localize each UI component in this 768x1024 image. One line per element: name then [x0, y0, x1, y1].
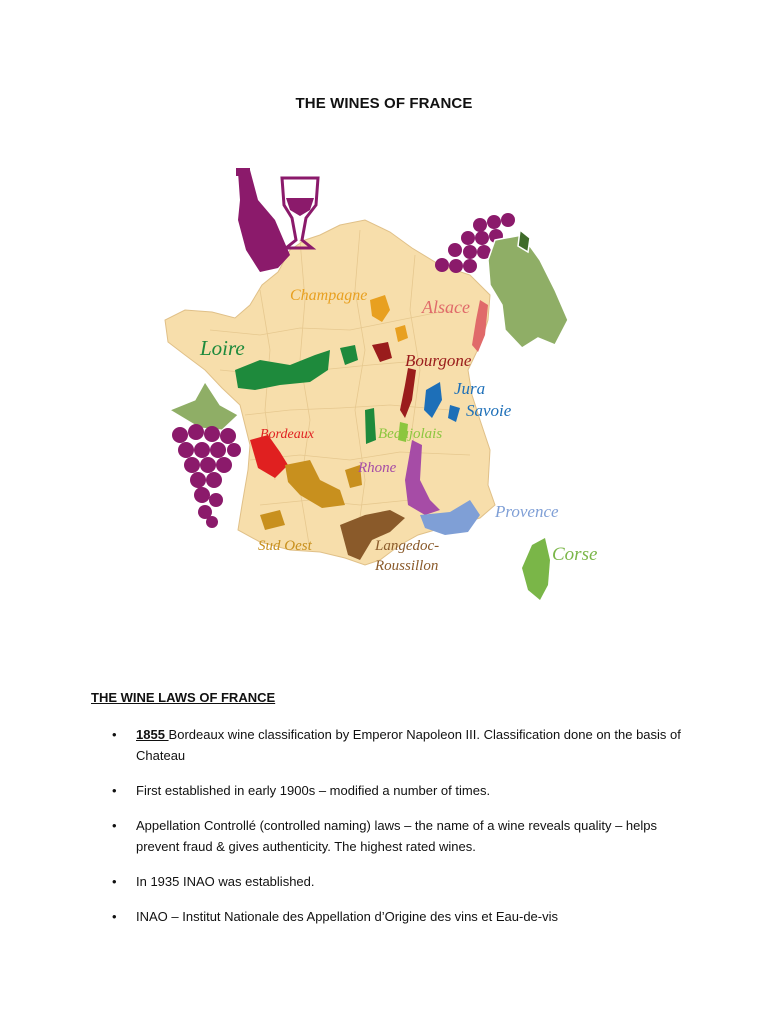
- label-beaujolais: Beaujolais: [378, 426, 443, 442]
- list-item: [91, 815, 681, 857]
- label-provence: Provence: [495, 502, 559, 521]
- law-text: INAO – Institut Nationale des Appellation d’Origine des vins et Eau-de-vis: [136, 909, 559, 924]
- vine-leaf-icon: [488, 230, 568, 348]
- law-text: Bordeaux wine classification by Emperor Napoleon III. Classification done on the basis of Chateau: [136, 727, 681, 763]
- label-jura: Jura: [454, 379, 486, 398]
- label-langedoc: Langedoc-: [375, 538, 440, 554]
- list-item: [91, 906, 681, 927]
- bullet-icon: •: [112, 909, 117, 924]
- label-loire: Loire: [200, 336, 245, 360]
- label-bourgone: Bourgone: [405, 351, 472, 370]
- law-year: 1855: [136, 727, 169, 742]
- wine-laws-list: [91, 724, 681, 941]
- page-title: THE WINES OF FRANCE: [295, 95, 473, 112]
- label-rhone: Rhone: [358, 460, 397, 476]
- label-roussillon: Roussillon: [375, 558, 439, 574]
- law-text: First established in early 1900s – modified a number of times.: [136, 783, 491, 798]
- label-bordeaux: Bordeaux: [260, 427, 314, 442]
- law-text: Appellation Controllé (controlled naming) laws – the name of a wine reveals quality – helps prevent fraud & gives authenticity. The highest rated wines.: [136, 818, 658, 854]
- bullet-icon: •: [112, 818, 117, 833]
- label-sud-oest: Sud Oest: [258, 538, 312, 554]
- label-corse: Corse: [552, 544, 598, 565]
- bullet-icon: •: [112, 874, 117, 889]
- region-corse: [522, 538, 550, 600]
- label-champagne: Champagne: [290, 287, 368, 304]
- section-heading: THE WINE LAWS OF FRANCE: [91, 690, 276, 705]
- france-wine-map: [150, 160, 620, 610]
- label-savoie: Savoie: [466, 401, 512, 420]
- list-item: [91, 780, 681, 801]
- grapes-left-icon: [170, 382, 241, 528]
- list-item: [91, 724, 681, 766]
- law-text: In 1935 INAO was established.: [136, 874, 315, 889]
- bullet-icon: •: [112, 783, 117, 798]
- bullet-icon: •: [112, 727, 117, 742]
- list-item: [91, 871, 681, 892]
- label-alsace: Alsace: [422, 297, 470, 317]
